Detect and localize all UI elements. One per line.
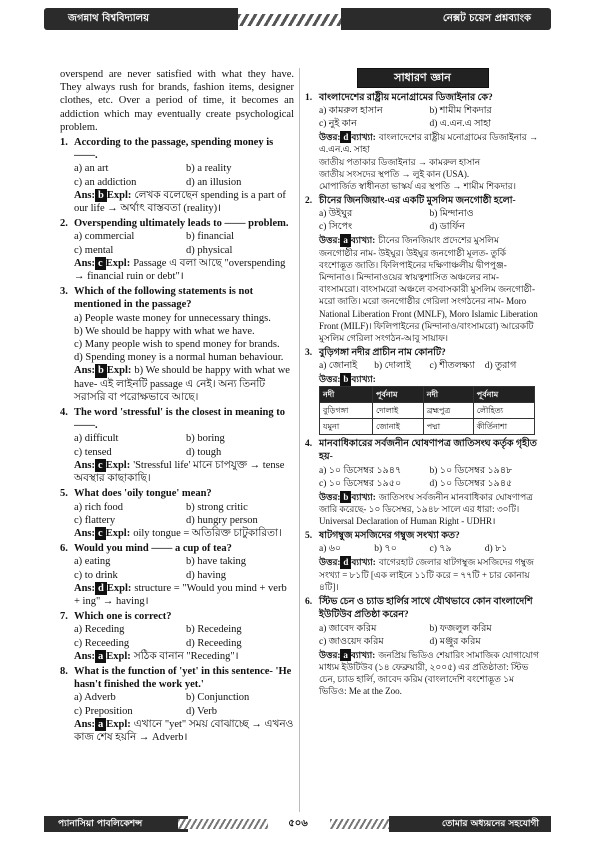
option: d) Verb <box>186 705 218 717</box>
question <box>60 285 294 311</box>
question <box>305 438 540 464</box>
option: c) নুই কান <box>319 119 357 130</box>
river-names-table <box>319 386 535 436</box>
answer-line <box>60 527 294 540</box>
question-number: 7. <box>60 611 68 623</box>
answer-line <box>305 373 540 385</box>
option: d) এ.এন.এ সাহা <box>429 119 492 130</box>
explanation-text: oily tongue = অতিরিক্ত চাটুকারিতা। <box>133 527 282 539</box>
option: c) Receeding <box>74 637 130 649</box>
option: a) rich food <box>74 501 123 513</box>
question-number: 6. <box>305 597 313 608</box>
answer-line <box>305 556 540 593</box>
explanation-text: চীনের জিনজিয়াং প্রদেশের মুসলিম জনগোষ্ঠীর নাম- উইঘুর। উইঘুর জনগোষ্ঠী মূলত- তুর্কি বংশোদ্ভূত জাতি। ফিলিপাইনের দক্ষিণাঞ্চলীয় দ্বীপপুঞ্জ- মিন্দানাও। মিন্দানাওয়ের স্বায়ত্বশাসিত অঞ্চলের নাম- বাংসামরো। বাংসামরো অঞ্চলে বসবাসকারী মুসলিম জনগোষ্ঠী- মরো জাতি। মরো জনগোষ্ঠীর গেরিলা সংগঠনের নাম- Moro National Liberation Front (MNLF), Moro Islamic Liberation Front (MILF)। ফিলিপাইনের (মিন্দানাও/বাংসামরো) আরেকটি মুসলিম গেরিলা সংগঠন-আবু সায়াফ। <box>319 235 538 344</box>
option: d) physical <box>186 244 233 256</box>
option: b) ১০ ডিসেম্বর ১৯৪৮ <box>429 465 513 476</box>
page-number: ৫০৬ <box>288 818 308 829</box>
table-header: নদী <box>320 386 373 402</box>
answer-label: Ans: <box>74 650 96 662</box>
question-text: The word 'stressful' is the closest in meaning to ——. <box>74 407 285 432</box>
table-cell: যমুনা <box>320 419 373 435</box>
explanation-text: এখানে "yet" সময় বোঝাচ্ছে → এখনও কাজ শেষ হয়নি → Adverb। <box>74 718 294 743</box>
option: a) eating <box>74 556 111 568</box>
question-number: 4. <box>305 439 313 450</box>
question-text: What is the function of 'yet' in this sentence- 'He hasn't finished the work yet.' <box>74 665 292 691</box>
explanation-label: Expl: <box>106 718 131 730</box>
answer-letter: b <box>95 364 107 377</box>
question-text: Would you mind —— a cup of tea? <box>74 543 232 555</box>
option: b) a reality <box>186 163 232 175</box>
answer-label: উত্তর: <box>319 132 341 143</box>
explanation-label: ব্যাখ্যা: <box>351 374 376 385</box>
question <box>60 406 294 432</box>
option: d) tough <box>186 446 222 458</box>
explanation-line: জাতীয় সংসদের স্থপতি → লুই কান (USA). <box>319 168 470 179</box>
option: c) to drink <box>74 569 118 581</box>
table-cell: ব্রহ্মপুত্র <box>423 402 473 418</box>
explanation-line: জাতীয় পতাকার ডিজাইনার → কামরুল হাসান <box>319 156 481 167</box>
option: b) financial <box>186 231 235 243</box>
table-row <box>320 419 535 435</box>
option: c) শীতলক্ষ্যা <box>429 361 476 372</box>
option: c) mental <box>74 244 114 256</box>
option: a) an art <box>74 163 109 175</box>
option: d) তুরাগ <box>484 361 517 372</box>
option: b) দোলাই <box>374 361 411 372</box>
option: b) ৭০ <box>374 544 397 555</box>
answer-letter: c <box>95 459 106 472</box>
explanation-text: জাতিসংঘ সর্বজনীন মানবাধিকার ঘোষণাপত্র জারি করেছে- ১০ ডিসেম্বর, ১৯৪৮ সালে এর ধারা: ৩০টি। Universal Declaration of Human Right - UDHR। <box>319 491 533 527</box>
answer-line <box>60 257 294 283</box>
explanation-label: Expl: <box>105 527 131 539</box>
page-header <box>0 0 595 36</box>
answer-letter: d <box>340 131 351 143</box>
question <box>60 487 294 500</box>
question-number: 8. <box>60 665 68 677</box>
table-cell: জোনাই <box>372 419 423 435</box>
column-divider <box>299 68 300 812</box>
header-stripes <box>238 14 358 26</box>
option: a) People waste money for unnecessary things. <box>74 312 271 324</box>
option: a) ১০ ডিসেম্বর ১৯৪৭ <box>319 465 402 476</box>
option: b) ফজলুল করিম <box>429 623 492 634</box>
answer-line <box>305 649 540 698</box>
option: d) Spending money is a normal human behaviour. <box>74 352 284 364</box>
explanation-label: Expl: <box>106 365 132 377</box>
explanation-line: মোপার্জিত স্বাধীনতা ভাস্কর্য এর স্থপতি → শামীম শিকদার। <box>319 181 516 192</box>
answer-line <box>60 650 294 663</box>
question-text: বুড়িগঙ্গা নদীর প্রাচীন নাম কোনটি? <box>319 348 446 359</box>
explanation-text: b) We should be happy with what we have- এই লাইনটি passage এ নেই। অন্য তিনটি সরাসরি বা পরোক্ষভাবে আছে। <box>74 365 290 403</box>
header-right-title: নেক্সট চয়েস প্রশ্নব্যাংক <box>341 8 551 30</box>
question-text: স্টিভ চেন ও চ্যাড হার্লির সাথে যৌথভাবে কোন বাংলাদেশি ইউটিউব প্রতিষ্ঠা করেন? <box>319 597 533 621</box>
options-list <box>60 162 294 188</box>
question-number: 4. <box>60 407 68 419</box>
options-list <box>305 105 540 131</box>
answer-line <box>60 189 294 215</box>
option: b) মিন্দানাও <box>429 209 474 220</box>
answer-label: উত্তর: <box>319 557 341 568</box>
question <box>305 530 540 543</box>
option: a) commercial <box>74 231 135 243</box>
option: b) Recedeing <box>186 624 242 636</box>
option: d) an illusion <box>186 176 242 188</box>
option: b) have taking <box>186 556 247 568</box>
question-number: 5. <box>305 531 313 542</box>
answer-letter: c <box>95 527 106 540</box>
table-row <box>320 402 535 418</box>
question-number: 5. <box>60 488 68 500</box>
question <box>60 665 294 691</box>
options-list <box>60 230 294 256</box>
question-text: বাংলাদেশের রাষ্ট্রীয় মনোগ্রামের ডিজাইনার কে? <box>319 93 493 103</box>
options-list <box>305 465 540 491</box>
answer-letter: b <box>95 189 107 202</box>
question-text: ষাটগম্বুজ মসজিদের গম্বুজ সংখ্যা কত? <box>319 531 460 542</box>
question-text: Which of the following statements is not mentioned in the passage? <box>74 286 254 311</box>
answer-label: Ans: <box>74 582 96 594</box>
explanation-label: Expl: <box>105 257 131 269</box>
explanation-label: Expl: <box>106 582 132 594</box>
right-column <box>305 68 540 697</box>
question-text: মানবাধিকারের সর্বজনীন ঘোষণাপত্র জাতিসংঘ কর্তৃক গৃহীত হয়- <box>319 439 537 463</box>
explanation-text: বাংলাদেশের রাষ্ট্রীয় মনোগ্রামের ডিজাইনার → এ.এন.এ. সাহা <box>319 132 538 155</box>
question <box>305 347 540 360</box>
option: c) ৭৯ <box>429 544 452 555</box>
option: d) ডার্ফিন <box>429 222 465 233</box>
left-column <box>60 68 294 744</box>
options-list <box>60 623 294 649</box>
answer-label: উত্তর: <box>319 374 341 385</box>
answer-letter: a <box>340 649 351 661</box>
question <box>60 136 294 162</box>
option: c) an addiction <box>74 176 137 188</box>
explanation-text: structure = "Would you mind + verb + ing" → having। <box>74 582 287 607</box>
question-number: 2. <box>60 218 68 230</box>
footer-stripes-left <box>178 819 268 829</box>
answer-line <box>305 234 540 344</box>
explanation-text: 'Stressful life' মানে চাপযুক্ত → tense অবস্থার কাছাকাছি। <box>74 459 285 485</box>
option: d) hungry person <box>186 514 258 526</box>
question-text: According to the passage, spending money is ——. <box>74 137 274 162</box>
option: c) সিপেং <box>319 222 353 233</box>
answer-letter: a <box>95 650 106 663</box>
explanation-label: ব্যাখ্যা: <box>350 235 376 246</box>
question-text: What does 'oily tongue' mean? <box>74 488 212 500</box>
option: a) Adverb <box>74 692 116 704</box>
answer-label: Ans: <box>74 365 96 377</box>
answer-letter: d <box>340 556 351 568</box>
option: d) ৮১ <box>484 544 508 555</box>
options-list <box>60 691 294 717</box>
answer-line <box>60 718 294 744</box>
answer-label: Ans: <box>74 189 96 201</box>
answer-line <box>305 491 540 528</box>
options-list <box>60 432 294 458</box>
question <box>60 610 294 623</box>
option: b) Conjunction <box>186 692 250 704</box>
explanation-label: ব্যাখ্যা: <box>351 557 376 568</box>
answer-letter: c <box>95 257 106 270</box>
question <box>305 195 540 208</box>
question-number: 6. <box>60 543 68 555</box>
options-list <box>60 312 294 365</box>
question-number: 1. <box>305 93 313 103</box>
option: d) Receeding <box>186 637 242 649</box>
option: a) উইঘুর <box>319 209 353 220</box>
option: a) জাবেদ করিম <box>319 623 377 634</box>
explanation-label: ব্যাখ্যা: <box>351 491 376 502</box>
question-number: 1. <box>60 137 68 149</box>
explanation-text: বাগেরহাট জেলার ষাটগম্বুজ মসজিদের গম্বুজ সংখ্যা = ৮১টি [এক লাইনে ১১টি করে = ৭৭টি + চার কোনায় ৪টি]। <box>319 557 534 592</box>
options-list <box>305 623 540 649</box>
answer-line <box>60 364 294 404</box>
option: a) Receding <box>74 624 125 636</box>
options-list <box>305 360 540 373</box>
answer-line <box>60 459 294 485</box>
passage-text: overspend are never satisfied with what they have. They always rush for brands, fashion items, designer clothes, etc. Over a period of time, it becomes an addiction which may eventually create psychological problem. <box>60 69 294 133</box>
option: d) ১০ ডিসেম্বর ১৯৪৫ <box>429 478 513 489</box>
option: a) difficult <box>74 433 119 445</box>
question <box>60 542 294 555</box>
footer-publisher: প্যানাসিয়া পাবলিকেশন্স <box>44 816 188 832</box>
explanation-label: Expl: <box>105 459 131 471</box>
question-text: Which one is correct? <box>74 611 172 623</box>
option: b) We should be happy with what we have. <box>74 325 255 337</box>
table-header: নদী <box>423 386 473 402</box>
answer-label: উত্তর: <box>319 649 341 660</box>
page-footer <box>0 812 595 842</box>
option: a) জোনাই <box>319 361 358 372</box>
explanation-label: ব্যাখ্যা: <box>351 132 376 143</box>
options-list <box>305 543 540 556</box>
answer-letter: b <box>340 491 351 503</box>
question-number: 3. <box>60 286 68 298</box>
answer-label: উত্তর: <box>319 491 341 502</box>
options-list <box>60 555 294 581</box>
option: d) having <box>186 569 226 581</box>
answer-label: Ans: <box>74 257 96 269</box>
question <box>305 92 540 105</box>
option: b) শামীম শিকদার <box>429 106 492 117</box>
option: b) strong critic <box>186 501 248 513</box>
options-list <box>305 208 540 234</box>
explanation-text: Passage এ বলা আছে "overspending → financial ruin or debt"। <box>74 257 286 283</box>
question-number: 2. <box>305 196 313 207</box>
footer-tagline: তোমার অধ্যয়নের সহযোগী <box>389 816 551 832</box>
answer-label: উত্তর: <box>319 235 341 246</box>
table-cell: কীর্তিনাশা <box>473 419 534 435</box>
answer-line <box>60 582 294 608</box>
question-text: চীনের জিনজিয়াং-এর একটি মুসলিম জনগোষ্ঠী হলো- <box>319 196 516 207</box>
explanation-text: সঠিক বানান "Receding"। <box>133 650 239 662</box>
answer-line <box>305 131 540 155</box>
answer-label: Ans: <box>74 459 96 471</box>
question-number: 3. <box>305 348 313 359</box>
table-cell: বুড়িগঙ্গা <box>320 402 373 418</box>
header-left-title: জগন্নাথ বিশ্ববিদ্যালয় <box>44 8 238 30</box>
explanation-label: Expl: <box>106 189 132 201</box>
explanation-text: জনপ্রিয় ভিডিও শেয়ারিং সামাজিক যোগাযোগ মাধ্যম ইউটিউব (১৪ ফেব্রুয়ারী, ২০০৫) এর প্রতিষ্ঠাতা: স্টিভ চেন, চ্যাড হার্লি, জাবেদ করিম (বাংলাদেশি বংশোদ্ভূত ১ম ভিডিও: Me at the Zoo. <box>319 649 540 697</box>
answer-letter: a <box>95 718 106 731</box>
answer-letter: d <box>95 582 107 595</box>
option: d) মঞ্জুর করিম <box>429 636 481 647</box>
section-title: সাধারণ জ্ঞান <box>357 68 489 88</box>
option: c) tensed <box>74 446 112 458</box>
option: c) Many people wish to spend money for brands. <box>74 339 280 351</box>
question <box>305 596 540 622</box>
option: c) ১০ ডিসেম্বর ১৯৫০ <box>319 478 402 489</box>
option: c) flattery <box>74 514 116 526</box>
option: b) boring <box>186 433 225 445</box>
question-text: Overspending ultimately leads to —— problem. <box>74 218 289 230</box>
table-header: পূর্বনাম <box>473 386 534 402</box>
option: c) জাওয়েদ করিম <box>319 636 384 647</box>
explanation-label: ব্যাখ্যা: <box>350 649 376 660</box>
answer-label: Ans: <box>74 718 96 730</box>
answer-letter: a <box>340 234 351 246</box>
table-cell: পদ্মা <box>423 419 473 435</box>
explanation-label: Expl: <box>106 650 131 662</box>
table-header: পূর্বনাম <box>372 386 423 402</box>
table-cell: দোলাই <box>372 402 423 418</box>
table-cell: লৌহিত্য <box>473 402 534 418</box>
option: c) Preposition <box>74 705 133 717</box>
question <box>60 217 294 230</box>
answer-label: Ans: <box>74 527 96 539</box>
answer-letter: b <box>340 373 351 385</box>
explanation-text: লেখক বলেছেন spending is a part of our life → অর্থাৎ বাস্তবতা (reality)। <box>74 189 286 215</box>
options-list <box>60 501 294 527</box>
option: a) ৬০ <box>319 544 342 555</box>
option: a) কামরুল হাসান <box>319 106 383 117</box>
